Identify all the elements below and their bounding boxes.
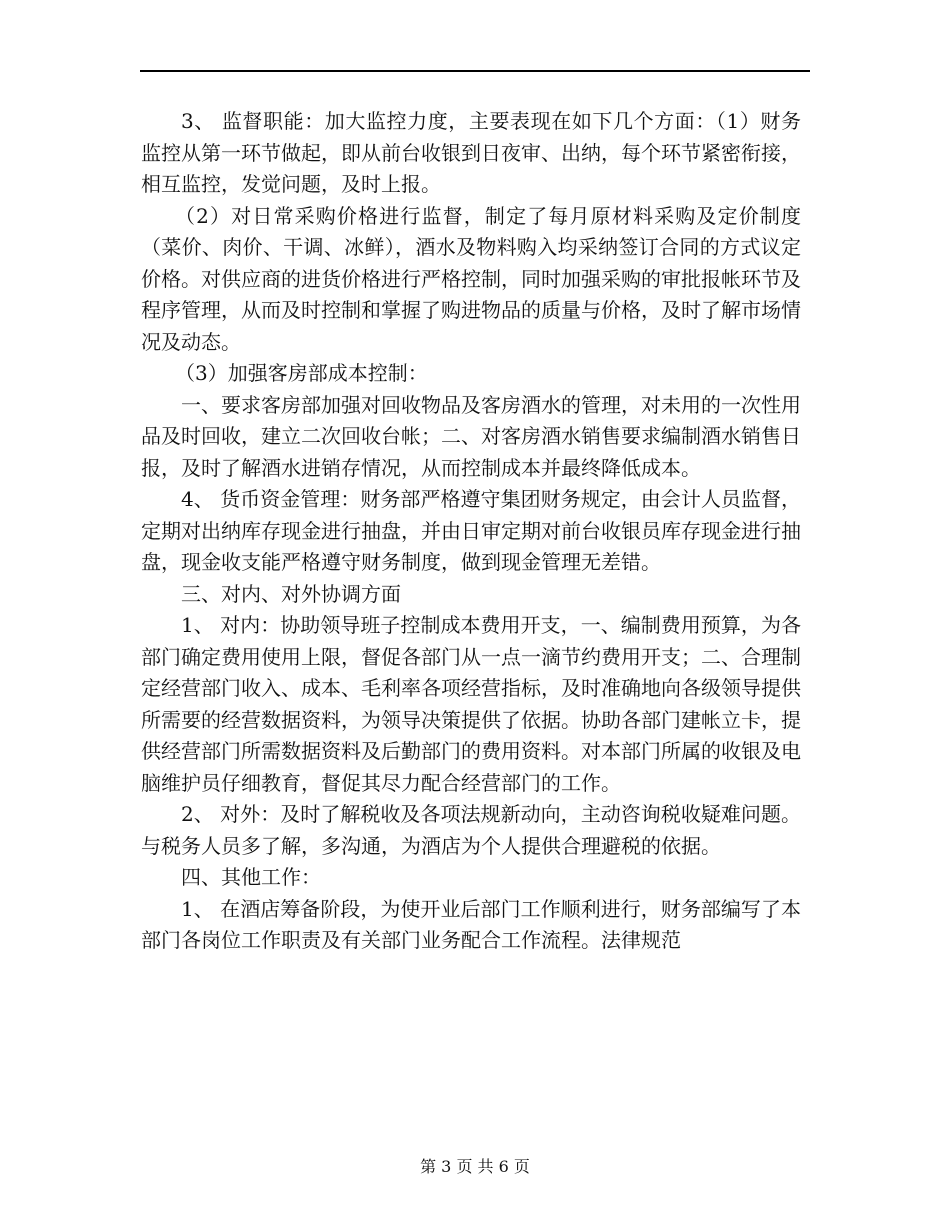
- paragraph-room-cost-heading: （3）加强客房部成本控制：: [175, 361, 428, 385]
- paragraph-external: 2、 对外：及时了解税收及各项法规新动向，主动咨询税收疑难问题。与税务人员多了解，多沟通，为酒店为个人提供合理避税的依据。: [141, 802, 801, 858]
- section-heading-other: 四、其他工作：: [181, 865, 321, 889]
- paragraph-preparation: 1、 在酒店筹备阶段，为使开业后部门工作顺利进行，财务部编写了本部门各岗位工作职责及有关部门业务配合工作流程。法律规范: [141, 896, 801, 952]
- paragraph-supervision: 3、 监督职能：加大监控力度，主要表现在如下几个方面：（1）财务监控从第一环节做起，即从前台收银到日夜审、出纳，每个环节紧密衔接，相互监控，发觉问题，及时上报。: [141, 109, 801, 196]
- paragraph-internal: 1、 对内：协助领导班子控制成本费用开支，一、编制费用预算，为各部门确定费用使用上限，督促各部门从一点一滴节约费用开支；二、合理制定经营部门收入、成本、毛利率各项经营指标，及时准确地向各级领导提供所需要的经营数据资料，为领导决策提供了依据。协助各部门建帐立卡，提供经营部门所需数据资料及后勤部门的费用资料。对本部门所属的收银及电脑维护员仔细教育，督促其尽力配合经营部门的工作。: [141, 613, 801, 795]
- paragraph-cash-management: 4、 货币资金管理：财务部严格遵守集团财务规定，由会计人员监督，定期对出纳库存现金进行抽盘，并由日审定期对前台收银员库存现金进行抽盘，现金收支能严格遵守财务制度，做到现金管理无差错。: [141, 487, 801, 574]
- page-footer: 第 3 页 共 6 页: [420, 1157, 530, 1176]
- paragraph-room-cost: 一、要求客房部加强对回收物品及客房酒水的管理，对未用的一次性用品及时回收，建立二次回收台帐；二、对客房酒水销售要求编制酒水销售日报，及时了解酒水进销存情况，从而控制成本并最终降低成本。: [141, 392, 801, 480]
- section-heading-coordination: 三、对内、对外协调方面: [181, 581, 401, 606]
- document-body: [141, 106, 801, 957]
- header-rule: [140, 70, 810, 72]
- paragraph-purchase-price: （2）对日常采购价格进行监督，制定了每月原材料采购及定价制度（菜价、肉价、干调、冰鲜），酒水及物料购入均采纳签订合同的方式议定价格。对供应商的进货价格进行严格控制，同时加强采购的审批报帐环节及程序管理，从而及时控制和掌握了购进物品的质量与价格，及时了解市场情况及动态。: [141, 203, 801, 354]
